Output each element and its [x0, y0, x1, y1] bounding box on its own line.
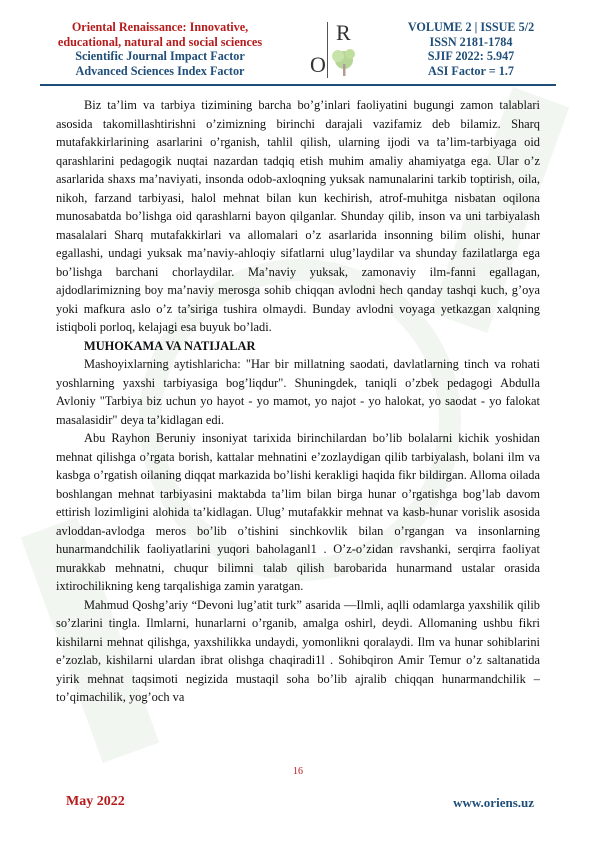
footer-website-link[interactable]: www.oriens.uz: [453, 795, 534, 810]
index-factor-label: Advanced Sciences Index Factor: [75, 63, 245, 78]
logo-letter-o: O: [310, 52, 326, 77]
page-number: 16: [293, 766, 303, 777]
section-heading: MUHOKAMA VA NATIJALAR: [84, 338, 256, 353]
journal-header: [0, 0, 596, 92]
logo-divider: [327, 22, 328, 78]
logo-letter-r: R: [336, 20, 351, 45]
paragraph-4: Mahmud Qoshg’ariy “Devoni lug’atit turk” asarida ―Ilmli, aqlli odamlarga yaxshilik qilib so’zlarini tingla. Ilmlarni, hunarlarni o’rganib, amalga oshirl, deydi. Allomaning ushbu fikri kishilarni mehnat qilishga, yaxshilikka undaydi, yomonlikni qoralaydi. Ilm va hunar sohiblarini e’zozlab, kishilarni ulardan ibrat olishga chaqiradi1l . Sohibqiron Amir Temur o’z saltanatida yirik mehnat taqsimoti negizida mustaqil soha bo’lib ajralib chiqqan hunarmandchilik – to’qimachilik, yog’och va: [56, 597, 540, 704]
issue-info-block: [386, 20, 556, 78]
journal-logo: [296, 16, 360, 82]
paragraph-2: Mashoyixlarning aytishlaricha: "Har bir millatning saodati, davlatlarning tinch va rohati yoshlarning yaxshi tarbiyasiga bog’liqdur". Shuningdek, taniqli o’zbek pedagogi Abdulla Avloniy "Tarbiya biz uchun yo hayot - yo mamot, yo najot - yo halokat, yo saodat - yo falokat masalasidir" deya ta’kidlagan edi.: [56, 357, 540, 427]
paragraph-1: Biz ta’lim va tarbiya tizimining barcha bo’g’inlari faoliyatini bugungi zamon talablari asosida takomillashtirishni o’zimizning birinchi darajali vazifamiz deb bilamiz. Sharq mutafakkirlarining asarlarini o’rganish, tahlil qilish, ularning ijodi va ta’lim-tarbiyaga oid qarashlarini pedagogik nuqtai nazardan tadqiq etish muhim amaliy ahamiyatga ega. Ular o’z asarlarida shaxs ma’naviyati, insonda odob-axloqning yuksak namunalarini tarkib toptirish, oila, nikoh, farzand tarbiyasi, halol mehnat bilan kun kechirish, atrof-muhitga nisbatan oqilona munosabatda bo’lishga oid qarashlarni bayon qilganlar. Shunday qilib, inson va uni tarbiyalash masalalari Sharq mutafakkirlari va allomalari o’z asarlarida insonning bilim olishi, hunar egallashi, undagi yuksak ma’naviy-ahloqiy sifatlarni ulug’laydilar va shunday fazilatlarga ega bo’lishga barchani chorlaydilar. Ma’naviy yuksak, zamonaviy ilm-fanni egallagan, ajdodlarimizning boy ma’naviy merosga sohib chiqqan avlodni hech qanday tashqi kuch, g’oya yoki mafkura aslo o’z ta’siriga tushira olmaydi. Bunday avlodni voyaga yetkazgan xalqning istiqboli porloq, kelajagi esa buyuk bo’ladi.: [56, 98, 540, 334]
asi-factor: ASI Factor = 1.7: [428, 63, 514, 78]
issn: ISSN 2181-1784: [429, 34, 513, 49]
sjif: SJIF 2022: 5.947: [427, 49, 515, 64]
footer-date: May 2022: [66, 794, 125, 809]
journal-title-line-1: Oriental Renaissance: Innovative,: [71, 20, 249, 34]
article-body: [56, 96, 540, 707]
impact-factor-label: Scientific Journal Impact Factor: [75, 49, 245, 64]
journal-title-block: [40, 20, 280, 78]
journal-title-line-2: educational, natural and social sciences: [57, 34, 263, 49]
header-rule: [40, 84, 556, 86]
volume-issue: VOLUME 2 | ISSUE 5/2: [407, 20, 535, 34]
paragraph-3: Abu Rayhon Beruniy insoniyat tarixida birinchilardan bo’lib bolalarni kichik yoshidan mehnat qilishga o’rgata borish, kattalar mehnatini e’zozlaydigan qilib tarbiyalash, bolani ilm va kasbga o’rgatish oilaning diqqat markazida bo’lishi kerakligi haqida fikr bildirgan. Alloma oilada boshlangan mehnat tarbiyasini maktabda ta’lim bilan birga hunar o’rgatishga bog’lab davom ettirish lozimligini alohida ta’kidlagan. Ulug’ mutafakkir mehnat va kasb-hunar vorislik asosida avloddan-avlodga meros bo’lib o’tishini sinchkovlik bilan o’rgangan va insonlarning hunarmandchilik faoliyatlarini yuqori baholaganl1 . O’z-o’zidan ravshanki, serqirra faoliyat murakkab mehnatni, chuqur bilimni talab qilish barobarida hunarmand ustalar orasida ixtirochilikning keng tarqalishiga zamin yaratgan.: [56, 431, 540, 593]
